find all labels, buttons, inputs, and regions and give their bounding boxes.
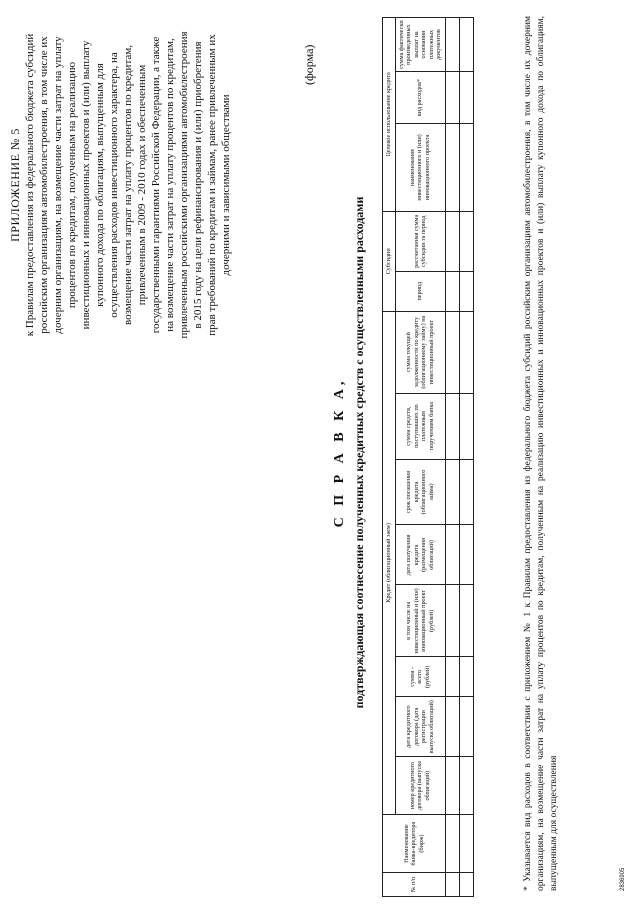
- appendix-line: государственными гарантиями Российской Федерации, а также: [150, 36, 162, 334]
- table-cell: [445, 18, 459, 72]
- table-cell: [445, 697, 459, 757]
- form-label: (форма): [302, 44, 316, 85]
- col-header-received-funds: сумма средств, поступивших по платежным поручениям банка: [395, 393, 445, 459]
- table-cell: [445, 873, 459, 897]
- col-header-receipt-date: дата получения кредита (размещения облигаций): [395, 525, 445, 585]
- appendix-header: [8, 10, 233, 360]
- document-title: С П Р А В К А,: [332, 377, 347, 528]
- table-cell: [445, 525, 459, 585]
- appendix-line: процентов по кредитам, полученным на реализацию: [66, 61, 78, 309]
- table-cell: [459, 271, 473, 311]
- col-header-contract-number: номер кредитного договора (выпуска облигаций): [395, 757, 445, 815]
- table-cell: [445, 657, 459, 697]
- table-row: [445, 18, 459, 897]
- appendix-line: привлеченным российскими организациями автомобилестроения: [178, 31, 190, 339]
- table-cell: [445, 211, 459, 271]
- appendix-line: привлеченным в 2009 - 2010 годах и обеспеченным: [136, 64, 148, 306]
- table-cell: [459, 757, 473, 815]
- appendix-line: дочерним организациям, на возмещение части затрат на уплату: [52, 36, 64, 334]
- col-header-project-name: наименование инвестиционного и (или) инновационного проекта: [395, 124, 445, 212]
- table-cell: [459, 72, 473, 124]
- appendix-line: купонного дохода по облигациям, выпущенным для: [94, 63, 106, 307]
- col-header-expense-type: вид расходов*: [395, 72, 445, 124]
- document-subtitle: подтверждающая соотнесение полученных кредитных средств с осуществленными расходами: [352, 196, 366, 709]
- appendix-line: на возмещение части затрат на уплату процентов по кредитам,: [164, 38, 176, 332]
- col-header-subsidy-sum: рассчитанная сумма субсидии за период: [395, 211, 445, 271]
- table-cell: [445, 393, 459, 459]
- table-cell: [459, 697, 473, 757]
- table-cell: [445, 757, 459, 815]
- table-cell: [459, 459, 473, 525]
- table-cell: [445, 585, 459, 657]
- appendix-line: к Правилам предоставления из федерального бюджета субсидий: [24, 33, 36, 337]
- group-header-target-use: Целевое использование кредита: [383, 18, 396, 212]
- appendix-line: осуществления расходов инвестиционного характера, на: [108, 52, 120, 318]
- table-cell: [445, 72, 459, 124]
- table-cell: [445, 124, 459, 212]
- table-cell: [445, 459, 459, 525]
- table-cell: [459, 873, 473, 897]
- report-table: [382, 17, 474, 897]
- table-cell: [459, 525, 473, 585]
- appendix-line: российским организациям автомобилестроения, в том числе их: [38, 36, 50, 334]
- col-header-contract-date: дата кредитного договора (дата регистрации выпуска облигаций): [395, 697, 445, 757]
- appendix-title: ПРИЛОЖЕНИЕ № 5: [8, 128, 22, 242]
- table-cell: [459, 124, 473, 212]
- table-cell: [459, 311, 473, 393]
- appendix-line: инвестиционных и инновационных проектов и (или) выплату: [80, 40, 92, 330]
- appendix-line: прав требований по кредитам и займам, ранее привлеченным их: [206, 34, 218, 336]
- group-header-subsidy: Субсидии: [383, 211, 396, 311]
- table-cell: [459, 18, 473, 72]
- group-header-credit: Кредит (облигационный заем): [383, 311, 396, 814]
- col-header-total-sum: сумма - всего (рублей): [395, 657, 445, 697]
- col-header-repayment-term: срок погашения кредита (облигационного займа): [395, 459, 445, 525]
- col-header-number: № п/п: [383, 873, 446, 897]
- appendix-line: в 2015 году на цели рефинансирования и (или) приобретения: [192, 41, 204, 329]
- table-cell: [459, 585, 473, 657]
- col-header-period: период: [395, 271, 445, 311]
- table-cell: [459, 393, 473, 459]
- table-row: [459, 18, 473, 897]
- table-cell: [445, 815, 459, 873]
- col-header-current-debt: сумма текущей задолженности по кредиту (облигационному займу) на инвестиционный проект: [395, 311, 445, 393]
- table-cell: [445, 311, 459, 393]
- col-header-project-sum: в том числе на инвестиционный и (или) инновационный проект (рублей): [395, 585, 445, 657]
- appendix-line: дочерними и зависимыми обществами: [220, 94, 232, 276]
- footnote: * Указывается вид расходов в соответствии с приложением № 1 к Правилам предоставления из федерального бюджета субсидий российским организациям автомобилестроения, в том числе их дочерним организациям, на возмещение части затрат на уплату процентов по кредитам, полученным на реализацию инвестиционных и инновационных проектов и (или) выплату купонного дохода по облигациям, выпущенным для осуществления: [523, 16, 559, 891]
- col-header-actual-payments: сумма фактически произведенных выплат на основании платежных документов: [395, 18, 445, 72]
- col-header-bank: Наименование банка-кредитора (бирж): [383, 815, 446, 873]
- table-cell: [459, 815, 473, 873]
- document-number: 2836905: [620, 867, 626, 891]
- table-cell: [459, 211, 473, 271]
- table-cell: [445, 271, 459, 311]
- table-cell: [459, 657, 473, 697]
- appendix-line: возмещение части затрат на уплату процентов по кредитам,: [122, 45, 134, 325]
